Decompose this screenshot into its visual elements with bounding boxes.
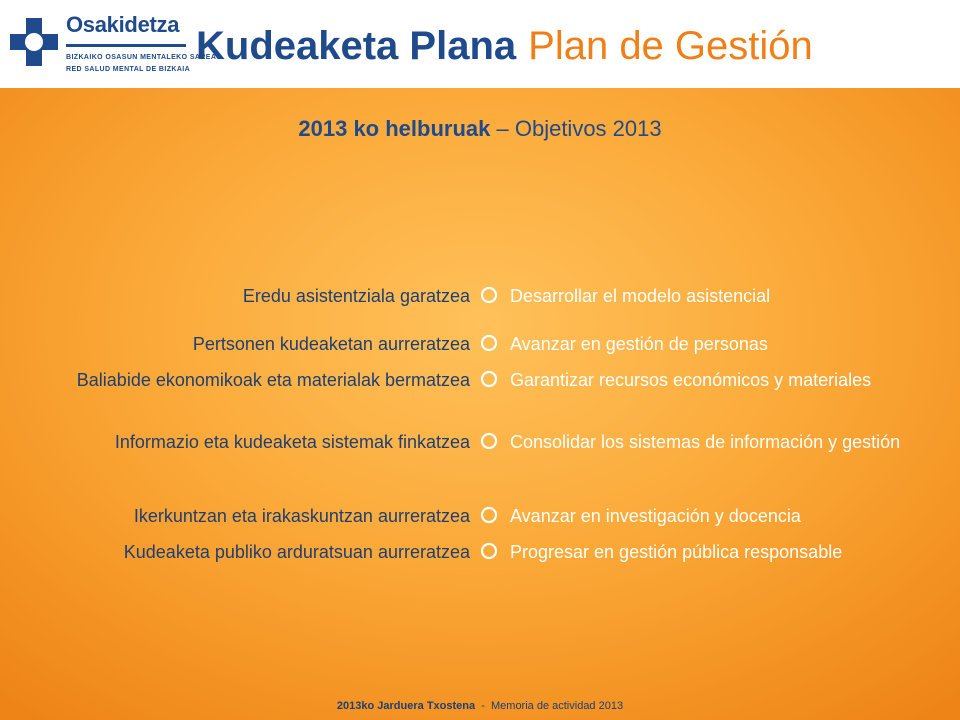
osakidetza-logo xyxy=(6,8,217,80)
objective-es-item xyxy=(480,284,956,332)
footer-separator: - xyxy=(475,700,491,712)
objective-es-text: Avanzar en investigación y docencia xyxy=(510,506,801,526)
footer-es: Memoria de actividad 2013 xyxy=(491,700,624,712)
objective-eu-item: Baliabide ekonomikoak eta materialak bermatzea xyxy=(76,370,470,390)
subtitle-separator: – xyxy=(490,116,515,141)
logo-name: Osakidetza xyxy=(66,12,180,37)
page-title xyxy=(196,22,813,70)
logo-subtitle-es: RED SALUD MENTAL DE BIZKAIA xyxy=(66,66,191,73)
subtitle-eu: 2013 ko helburuak xyxy=(298,116,491,141)
objective-eu-item: Informazio eta kudeaketa sistemak finkatzea xyxy=(114,432,470,452)
hollow-circle-bullet-icon xyxy=(480,286,498,304)
logo-divider xyxy=(66,44,186,47)
objective-es-item xyxy=(480,430,956,504)
hollow-circle-bullet-icon xyxy=(480,370,498,388)
objective-es-text: Consolidar los sistemas de información y gestión xyxy=(510,432,901,452)
objective-es-item xyxy=(480,368,956,430)
objective-eu-item: Kudeaketa publiko arduratsuan aurreratzea xyxy=(123,542,470,562)
subtitle-es: Objetivos 2013 xyxy=(514,116,662,141)
page-title-es: Plan de Gestión xyxy=(528,24,813,68)
footer-eu: 2013ko Jarduera Txostena xyxy=(336,700,476,712)
objectives-spanish-column xyxy=(480,284,956,600)
footer xyxy=(0,700,960,712)
hollow-circle-bullet-icon xyxy=(480,432,498,450)
page-title-eu: Kudeaketa Plana xyxy=(196,24,517,68)
objectives-basque-column xyxy=(10,284,470,600)
logo-subtitle-eu: BIZKAIKO OSASUN MENTALEKO SAREA xyxy=(66,54,217,61)
objective-eu-item: Eredu asistentziala garatzea xyxy=(242,286,470,306)
objective-es-text: Garantizar recursos económicos y materiales xyxy=(510,370,872,390)
objective-es-text: Avanzar en gestión de personas xyxy=(510,334,768,354)
hollow-circle-bullet-icon xyxy=(480,506,498,524)
objective-eu-item: Pertsonen kudeaketan aurreratzea xyxy=(192,334,470,354)
osakidetza-logo-icon xyxy=(6,14,62,70)
objective-es-item xyxy=(480,504,956,540)
hollow-circle-bullet-icon xyxy=(480,334,498,352)
section-subtitle xyxy=(0,116,960,142)
objective-es-item xyxy=(480,332,956,368)
objective-es-item xyxy=(480,540,956,600)
header-bar xyxy=(0,0,960,88)
objective-eu-item: Ikerkuntzan eta irakaskuntzan aurreratzea xyxy=(133,506,470,526)
objective-es-text: Progresar en gestión pública responsable xyxy=(510,542,843,562)
objective-es-text: Desarrollar el modelo asistencial xyxy=(510,286,771,306)
hollow-circle-bullet-icon xyxy=(480,542,498,560)
